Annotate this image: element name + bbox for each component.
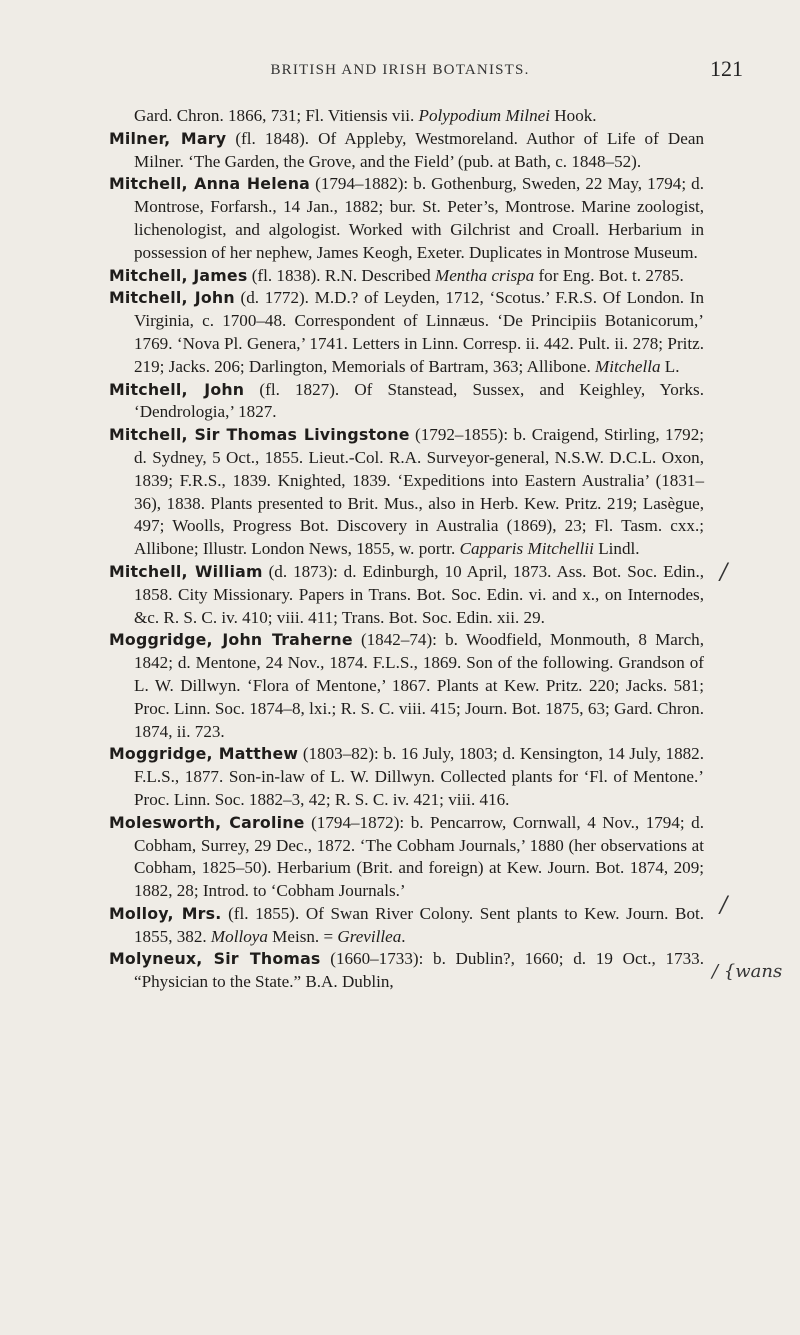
entry-text: (1794–1872): b. Pencarrow, Cornwall, 4 Nov., 1794; d. Cobham, Surrey, 29 Dec., 1872. ‘The Cobham Journals,’ 1880 (her observations at Cobham, 1825–50). Herbarium (Brit. and foreign) at Kew. Journ. Bot. 1874, 209; 1882, 28; Introd. to ‘Cobham Journals.’ [134,812,704,901]
entry-name: Mitchell, John [109,379,245,399]
entry [109,287,704,378]
entry [109,629,704,743]
margin-tick-mark: / [720,893,728,918]
italic-text: Capparis Mitchellii [459,539,594,559]
entry-text: (fl. 1838). R.N. Described [247,265,435,285]
entry [109,948,704,994]
entry-text: (1803–82): b. 16 July, 1803; d. Kensington, 14 July, 1882. F.L.S., 1877. Son-in-law of L. W. Dillwyn. Collected plants for ‘Fl. of Mentone.’ Proc. Linn. Soc. 1882–3, 42; R. S. C. iv. 421; viii. 416. [134,744,704,809]
margin-handwritten-note: / {wans [712,961,783,982]
entry-text: for Eng. Bot. t. 2785. [534,265,684,285]
entry-name: Moggridge, John Traherne [109,630,353,650]
running-head: BRITISH AND IRISH BOTANISTS. [270,62,530,78]
entry-text: Hook. [550,106,597,125]
entry-name: Mitchell, John [109,288,235,308]
text-body [109,105,704,994]
entry-name: Mitchell, Anna Helena [109,174,311,194]
entry [109,743,704,811]
entry-text: (d. 1772). M.D.? of Leyden, 1712, ‘Scotus.’ F.R.S. Of London. In Virginia, c. 1700–48. Correspondent of Linnæus. ‘De Principiis Botanicorum,’ 1769. ‘Nova Pl. Genera,’ 1741. Letters in Linn. Corresp. ii. 442. Pult. ii. 278; Pritz. 219; Jacks. 206; Darlington, Memorials of Bartram, 363; Allibone. [134,288,704,376]
entry-text: (d. 1873): d. Edinburgh, 10 April, 1873. Ass. Bot. Soc. Edin., 1858. City Missionary. Papers in Trans. Bot. Soc. Edin. vi. and x., on Internodes, &c. R. S. C. iv. 410; viii. 411; Trans. Bot. Soc. Edin. xii. 29. [134,561,704,627]
entry [109,424,704,561]
italic-text: Mitchella [595,356,661,376]
entry-name: Molesworth, Caroline [109,812,305,832]
entry [109,265,704,288]
entry [109,561,704,629]
entry-text: (fl. 1855). Of Swan River Colony. Sent plants to Kew. Journ. Bot. 1855, 382. [134,903,705,946]
entry-name: Molyneux, Sir Thomas [109,949,321,969]
entry-name: Moggridge, Matthew [109,744,299,764]
entry-name: Mitchell, James [109,265,248,285]
entry-name: Mitchell, William [109,561,263,581]
entry-text: (fl. 1827). Of Stanstead, Sussex, and Keighley, Yorks. ‘Dendrologia,’ 1827. [134,379,704,422]
entry-text: Gard. Chron. 1866, 731; Fl. Vitiensis vii. [134,106,419,125]
entry-name: Molloy, Mrs. [109,903,222,923]
italic-text: Mentha crispa [434,265,535,285]
entry-text: . [401,926,406,946]
entry [109,812,704,903]
entry-text: L. [660,356,680,376]
italic-text: Polypodium Milnei [418,106,551,125]
entry [109,379,704,425]
entry [109,173,704,264]
entry-name: Mitchell, Sir Thomas Livingstone [109,425,410,445]
entry-text: (1794–1882): b. Gothenburg, Sweden, 22 May, 1794; d. Montrose, Forfarsh., 14 Jan., 1882; bur. St. Peter’s, Montrose. Marine zoologist, lichenologist, and algologist. Worked with Gilchrist and Croall. Herbarium in possession of her nephew, James Keogh, Exeter. Duplicates in Montrose Museum. [134,174,705,262]
entry-text: (1792–1855): b. Craigend, Stirling, 1792; d. Sydney, 5 Oct., 1855. Lieut.-Col. R.A. Surveyor-general, N.S.W. D.C.L. Oxon, 1839; F.R.S., 1839. Knighted, 1839. ‘Expeditions into Eastern Australia’ (1831–36), 1838. Plants presented to Brit. Mus., also in Herb. Kew. Pritz. 219; Lasègue, 497; Woolls, Progress Bot. Discovery in Australia (1869), 23; Fl. Tasm. cxx.; Allibone; Illustr. London News, 1855, w. portr. [134,425,704,559]
entry [109,903,704,949]
entry-name: Milner, Mary [109,128,227,148]
entry [109,105,704,128]
page-number: 121 [710,56,743,81]
margin-tick-mark: / [720,560,728,585]
italic-text: Grevillea [337,926,402,946]
entry [109,128,704,174]
entry-text: (1660–1733): b. Dublin?, 1660; d. 19 Oct., 1733. “Physician to the State.” B.A. Dublin, [134,949,704,992]
entry-text: (1842–74): b. Woodfield, Monmouth, 8 March, 1842; d. Mentone, 24 Nov., 1874. F.L.S., 1869. Son of the following. Grandson of L. W. Dillwyn. ‘Flora of Mentone,’ 1867. Plants at Kew. Pritz. 220; Jacks. 581; Proc. Linn. Soc. 1874–8, lxi.; R. S. C. viii. 415; Journ. Bot. 1875, 63; Gard. Chron. 1874, ii. 723. [134,630,704,741]
entry-text: Lindl. [593,539,640,559]
entry-text: (fl. 1848). Of Appleby, Westmoreland. Author of Life of Dean Milner. ‘The Garden, the Grove, and the Field’ (pub. at Bath, c. 1848–52). [134,128,704,171]
italic-text: Molloya [210,926,268,946]
entry-text: Meisn. = [267,926,338,946]
